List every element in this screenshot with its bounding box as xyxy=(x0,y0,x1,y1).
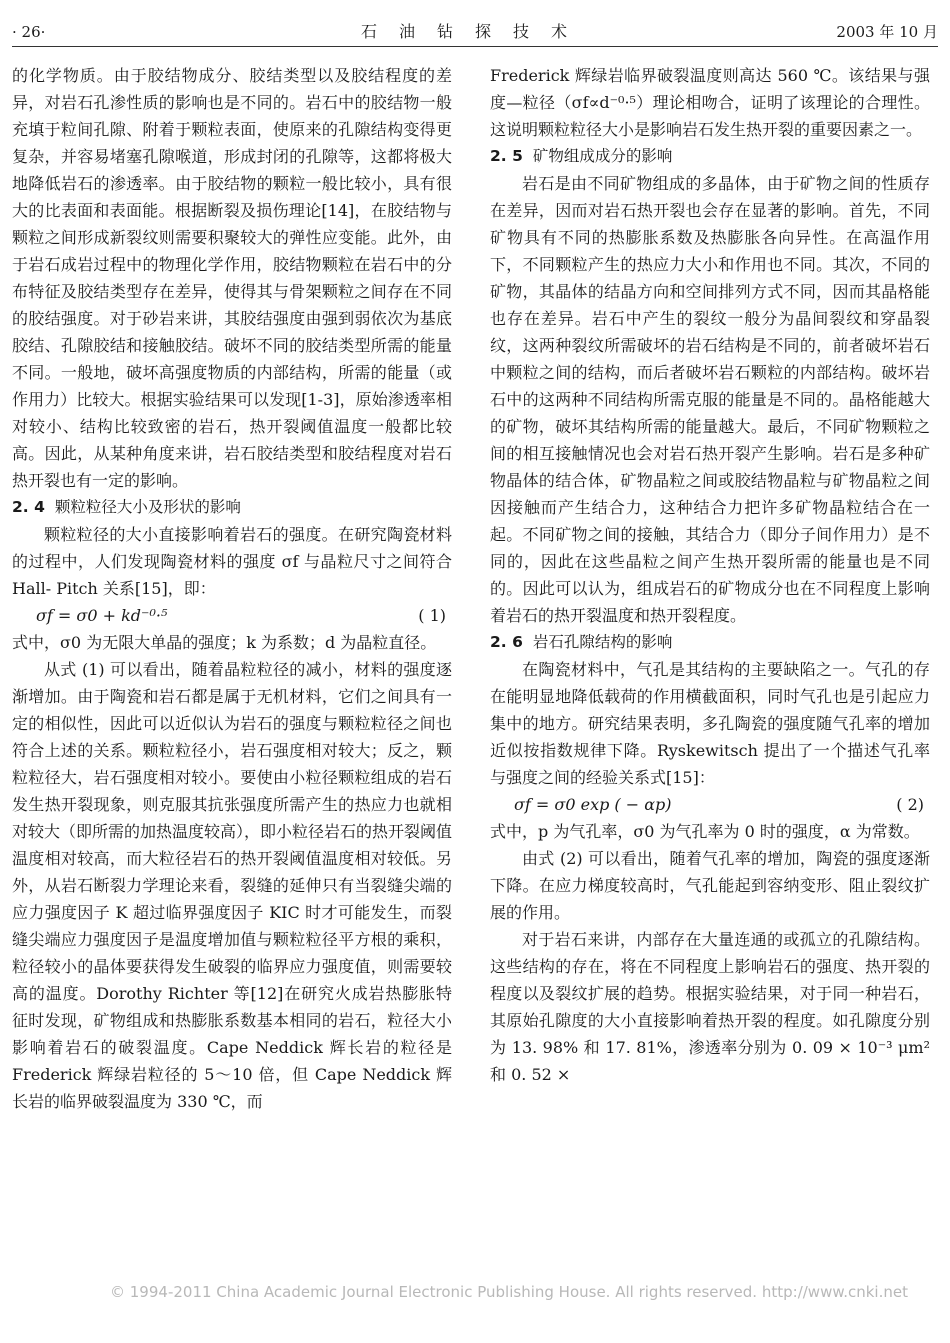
paragraph: Frederick 辉绿岩临界破裂温度则高达 560 ℃。该结果与强度—粒径（σf∝d⁻⁰·⁵）理论相吻合，证明了该理论的合理性。这说明颗粒粒径大小是影响岩石发生热开裂的重要因素之一。 xyxy=(490,66,930,139)
paragraph: 式中，p 为气孔率，σ0 为气孔率为 0 时的强度，α 为常数。 xyxy=(490,822,920,841)
paragraph: 颗粒粒径的大小直接影响着岩石的强度。在研究陶瓷材料的过程中，人们发现陶瓷材料的强度 σf 与晶粒尺寸之间符合 Hall- Pitch 关系[15]，即： xyxy=(12,525,452,598)
section-title: 颗粒粒径大小及形状的影响 xyxy=(54,498,241,516)
equation-number: ( 1) xyxy=(418,606,446,625)
equation-expression: σf = σ0 + kd⁻⁰·⁵ xyxy=(36,606,168,625)
paragraph: 由式 (2) 可以看出，随着气孔率的增加，陶瓷的强度逐渐下降。在应力梯度较高时，气孔能起到容纳变形、阻止裂纹扩展的作用。 xyxy=(490,849,930,922)
page-number: · 26· xyxy=(12,23,46,41)
paragraph: 的化学物质。由于胶结物成分、胶结类型以及胶结程度的差异，对岩石孔渗性质的影响也是不同的。岩石中的胶结物一般充填于粒间孔隙、附着于颗粒表面，使原来的孔隙结构变得更复杂，并容易堵塞孔隙喉道，形成封闭的孔隙等，这都将极大地降低岩石的渗透率。由于胶结物的颗粒一般比较小，具有很大的比表面和表面能。根据断裂及损伤理论[14]，在胶结物与颗粒之间形成新裂纹则需要积聚较大的弹性应变能。此外，由于岩石成岩过程中的物理化学作用，胶结物颗粒在岩石中的分布特征及胶结类型存在差异，使得其与骨架颗粒之间存在不同的胶结强度。对于砂岩来讲，其胶结强度由强到弱依次为基底胶结、孔隙胶结和接触胶结。破坏不同的胶结类型所需的能量不同。一般地，破坏高强度物质的内部结构，所需的能量（或作用力）比较大。根据实验结果可以发现[1-3]，原始渗透率相对较小、结构比较致密的岩石，热开裂阈值温度一般都比较高。因此，从某种角度来讲，岩石胶结类型和胶结程度对岩石热开裂也有一定的影响。 xyxy=(12,66,452,490)
section-number: 2. 4 xyxy=(12,498,45,516)
equation-2 xyxy=(490,791,930,818)
paragraph: 岩石是由不同矿物组成的多晶体，由于矿物之间的性质存在差异，因而对岩石热开裂也会存在显著的影响。首先，不同矿物具有不同的热膨胀系数及热膨胀各向异性。在高温作用下，不同颗粒产生的热应力大小和作用也不同。其次，不同的矿物，其晶体的结晶方向和空间排列方式不同，因而其晶格能也存在差异。岩石中产生的裂纹一般分为晶间裂纹和穿晶裂纹，这两种裂纹所需破坏的岩石结构是不同的，前者破坏岩石中颗粒之间的结构，而后者破坏岩石颗粒的内部结构。破坏岩石中的这两种不同结构所需克服的能量是不同的。晶格能越大的矿物，破坏其结构所需的能量越大。最后，不同矿物颗粒之间的相互接触情况也会对岩石热开裂产生影响。岩石是多种矿物晶体的结合体，矿物晶粒之间或胶结物晶粒与矿物晶粒之间因接触而产生结合力，这种结合力把许多矿物晶粒结合在一起。不同矿物之间的接触，其结合力（即分子间作用力）是不同的，因此在这些晶粒之间产生热开裂所需的能量也是不同的。因此可以认为，组成岩石的矿物成分也在不同程度上影响着岩石的热开裂温度和热开裂程度。 xyxy=(490,174,930,625)
paragraph: 式中，σ0 为无限大单晶的强度；k 为系数；d 为晶粒直径。 xyxy=(12,633,437,652)
section-number: 2. 6 xyxy=(490,633,523,651)
equation-1 xyxy=(12,602,452,629)
section-heading-2-4 xyxy=(12,494,452,521)
section-heading-2-5 xyxy=(490,143,930,170)
section-title: 矿物组成成分的影响 xyxy=(532,147,673,165)
paragraph: 从式 (1) 可以看出，随着晶粒粒径的减小，材料的强度逐渐增加。由于陶瓷和岩石都是属于无机材料，它们之间具有一定的相似性，因此可以近似认为岩石的强度与颗粒粒径之间也符合上述的关系。颗粒粒径小，岩石强度相对较大；反之，颗粒粒径大，岩石强度相对较小。要使由小粒径颗粒组成的岩石发生热开裂现象，则克服其抗张强度所需产生的热应力也就相对较大（即所需的加热温度较高），即小粒径岩石的热开裂阈值温度相对较高，而大粒径岩石的热开裂阈值温度相对较低。另外，从岩石断裂力学理论来看，裂缝的延伸只有当裂缝尖端的应力强度因子 K 超过临界强度因子 KIC 时才可能发生，而裂缝尖端应力强度因子是温度增加值与颗粒粒径平方根的乘积，粒径较小的晶体要获得发生破裂的临界应力强度值，则需要较高的温度。Dorothy Richter 等[12]在研究火成岩热膨胀特征时发现，矿物组成和热膨胀系数基本相同的岩石，粒径大小影响着岩石的破裂温度。Cape Neddick 辉长岩的粒径是 Frederick 辉绿岩粒径的 5～10 倍，但 Cape Neddick 辉长岩的临界破裂温度为 330 ℃，而 xyxy=(12,660,453,1111)
paragraph: 对于岩石来讲，内部存在大量连通的或孤立的孔隙结构。这些结构的存在，将在不同程度上影响岩石的强度、热开裂的程度以及裂纹扩展的趋势。根据实验结果，对于同一种岩石，其原始孔隙度的大小直接影响着热开裂的程度。如孔隙度分别为 13. 98% 和 17. 81%，渗透率分别为 0. 09 × 10⁻³ μm² 和 0. 52 × xyxy=(490,930,930,1084)
paragraph: 在陶瓷材料中，气孔是其结构的主要缺陷之一。气孔的存在能明显地降低载荷的作用横截面积，同时气孔也是引起应力集中的地方。研究结果表明，多孔陶瓷的强度随气孔率的增加近似按指数规律下降。Ryskewitsch 提出了一个描述气孔率与强度之间的经验关系式[15]： xyxy=(490,660,930,787)
copyright-watermark: © 1994-2011 China Academic Journal Electronic Publishing House. All rights reserved. http://www.cnki.net xyxy=(110,1283,908,1301)
journal-title: 石油钻探技术 xyxy=(360,22,589,41)
running-header xyxy=(12,18,938,47)
section-number: 2. 5 xyxy=(490,147,523,165)
section-title: 岩石孔隙结构的影响 xyxy=(532,633,673,651)
issue-date: 2003 年 10 月 xyxy=(836,23,938,41)
left-column xyxy=(12,62,452,1115)
equation-number: ( 2) xyxy=(896,795,924,814)
right-column xyxy=(490,62,930,1088)
section-heading-2-6 xyxy=(490,629,930,656)
equation-expression: σf = σ0 exp ( − αp) xyxy=(514,795,672,814)
